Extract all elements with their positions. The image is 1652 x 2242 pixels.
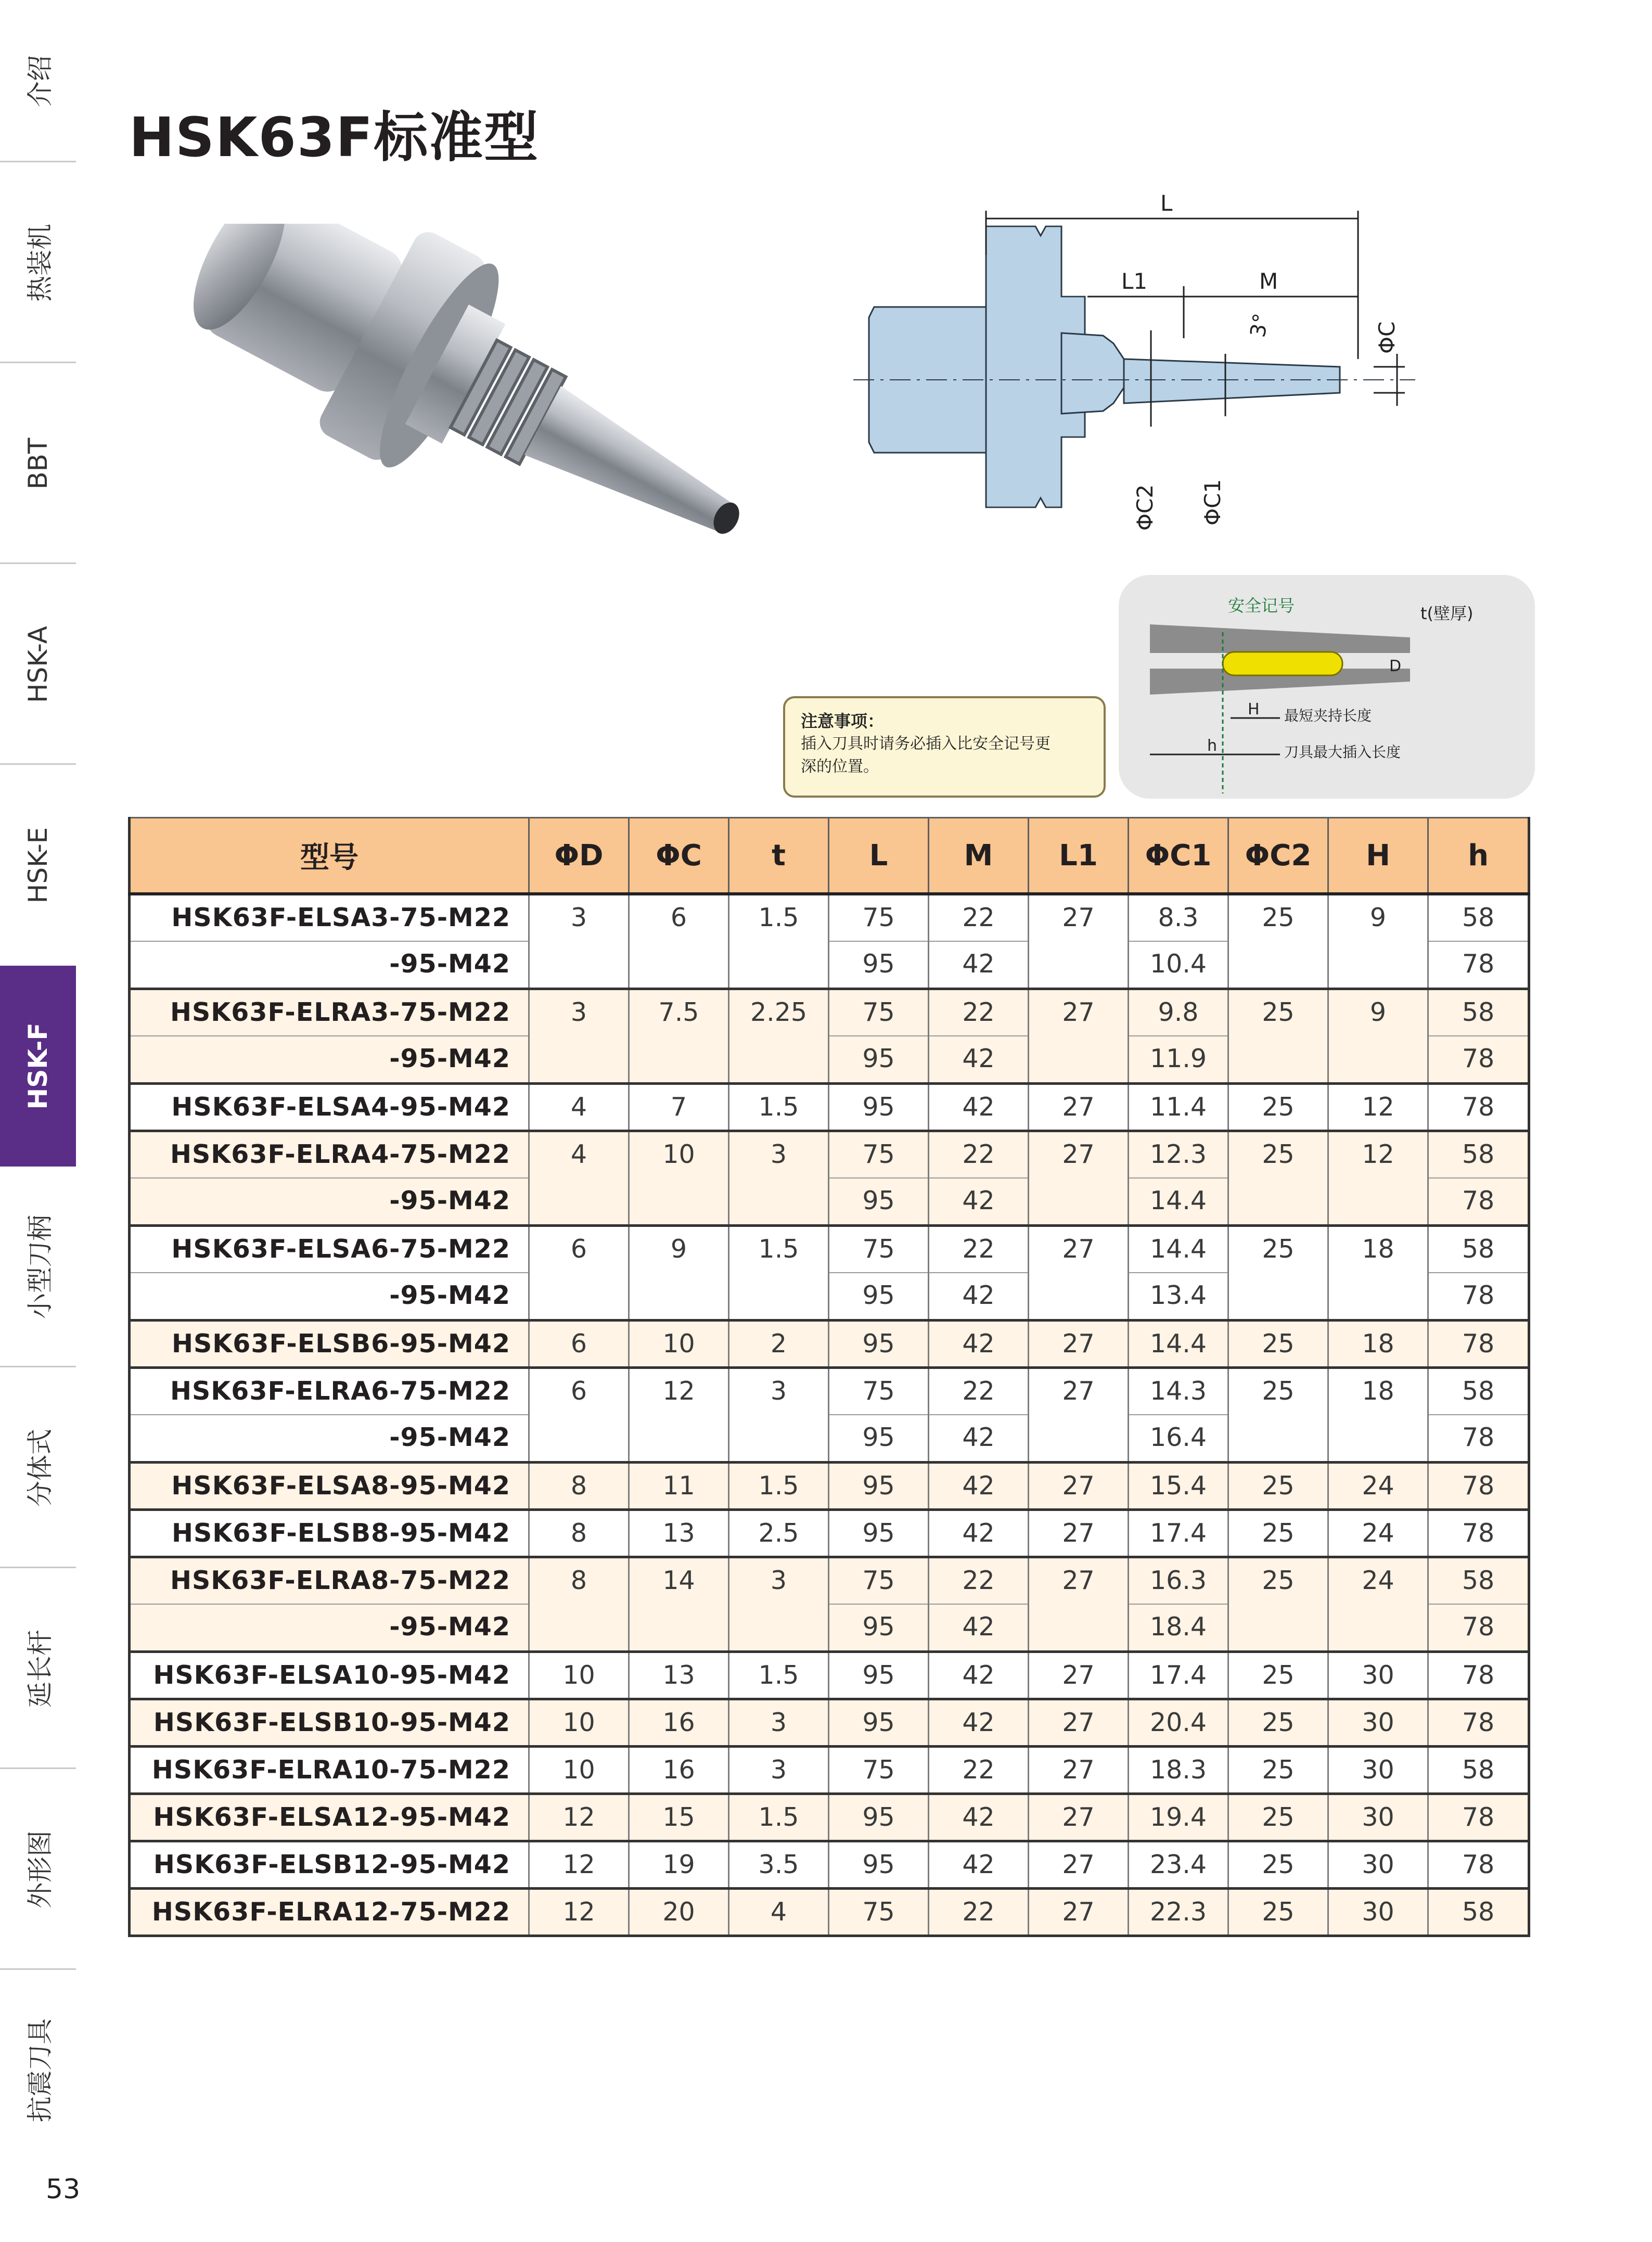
phiD-cell: 3	[529, 894, 629, 989]
phiC2-cell: 25	[1228, 1462, 1328, 1509]
phiC-cell: 6	[629, 894, 729, 989]
model-cell: -95-M42	[130, 1036, 529, 1083]
model-cell: HSK63F-ELRA12-75-M22	[130, 1888, 529, 1936]
nav-label: HSK-A	[23, 625, 53, 703]
model-cell: HSK63F-ELSA10-95-M42	[130, 1651, 529, 1699]
nav-item-intro[interactable]	[0, 0, 76, 162]
model-cell: HSK63F-ELRA3-75-M22	[130, 989, 529, 1036]
t-cell: 1.5	[729, 894, 829, 989]
L1-cell: 27	[1029, 894, 1129, 989]
L-cell: 75	[829, 894, 929, 941]
col-H: H	[1328, 818, 1428, 894]
M-cell: 22	[929, 1557, 1029, 1604]
nav-item-extension[interactable]	[0, 1568, 76, 1769]
L1-cell: 27	[1029, 1793, 1129, 1841]
H-cell: 18	[1328, 1367, 1428, 1462]
phiC-cell: 10	[629, 1131, 729, 1225]
model-cell: HSK63F-ELRA4-75-M22	[130, 1131, 529, 1178]
col-model: 型号	[130, 818, 529, 894]
t-cell: 4	[729, 1888, 829, 1936]
t-cell: 3	[729, 1131, 829, 1225]
phiC1-cell: 16.4	[1129, 1415, 1228, 1462]
phiC1-cell: 23.4	[1129, 1841, 1228, 1888]
H-cell: 18	[1328, 1320, 1428, 1367]
table-row	[130, 1320, 1529, 1367]
h-cell: 78	[1428, 1793, 1529, 1841]
L1-cell: 27	[1029, 1367, 1129, 1462]
L-cell: 75	[829, 1131, 929, 1178]
phiC2-cell: 25	[1228, 1320, 1328, 1367]
h-cell: 78	[1428, 1036, 1529, 1083]
t-cell: 2	[729, 1320, 829, 1367]
phiD-cell: 4	[529, 1083, 629, 1131]
phiC2-cell: 25	[1228, 1841, 1328, 1888]
dim-angle: 3°	[1246, 311, 1274, 339]
L-cell: 95	[829, 1273, 929, 1320]
L-cell: 95	[829, 1178, 929, 1225]
phiC-cell: 9	[629, 1225, 729, 1320]
M-cell: 22	[929, 1367, 1029, 1415]
model-cell: HSK63F-ELSA4-95-M42	[130, 1083, 529, 1131]
table-row	[130, 1131, 1529, 1178]
phiC2-cell: 25	[1228, 1367, 1328, 1462]
phiC2-cell: 25	[1228, 1509, 1328, 1557]
phiC2-cell: 25	[1228, 894, 1328, 989]
table-row	[130, 1509, 1529, 1557]
nav-label: 延长杆	[25, 1630, 55, 1708]
nav-item-small-holder[interactable]	[0, 1167, 76, 1367]
nav-item-hsk-a[interactable]	[0, 564, 76, 765]
page-title: HSK63F标准型	[129, 106, 540, 169]
phiC1-cell: 16.3	[1129, 1557, 1228, 1604]
phiD-cell: 8	[529, 1509, 629, 1557]
h-cell: 78	[1428, 1273, 1529, 1320]
safety-mark-label: 安全记号	[1228, 596, 1295, 616]
L-cell: 95	[829, 1415, 929, 1462]
L1-cell: 27	[1029, 1746, 1129, 1793]
t-cell: 1.5	[729, 1651, 829, 1699]
max-insert-label: 刀具最大插入长度	[1284, 744, 1401, 761]
phiD-cell: 3	[529, 989, 629, 1083]
L-cell: 75	[829, 989, 929, 1036]
phiC2-cell: 25	[1228, 989, 1328, 1083]
M-cell: 42	[929, 941, 1029, 989]
nav-item-bbt[interactable]	[0, 363, 76, 564]
nav-label: 外形图	[25, 1830, 55, 1908]
M-cell: 42	[929, 1415, 1029, 1462]
phiD-cell: 10	[529, 1746, 629, 1793]
H-cell: 30	[1328, 1651, 1428, 1699]
H-cell: 12	[1328, 1131, 1428, 1225]
H-cell: 30	[1328, 1841, 1428, 1888]
phiC-cell: 19	[629, 1841, 729, 1888]
phiC1-cell: 18.4	[1129, 1604, 1228, 1651]
col-phiC2: ΦC2	[1228, 818, 1328, 894]
table-row	[130, 1651, 1529, 1699]
h-cell: 78	[1428, 1604, 1529, 1651]
M-cell: 42	[929, 1509, 1029, 1557]
phiC-cell: 14	[629, 1557, 729, 1651]
h-cell: 78	[1428, 1651, 1529, 1699]
page-number: 53	[46, 2174, 81, 2205]
phiC-cell: 12	[629, 1367, 729, 1462]
nav-item-hsk-f[interactable]	[0, 966, 76, 1167]
nav-item-anti-vibration[interactable]	[0, 1970, 76, 2171]
phiC1-cell: 22.3	[1129, 1888, 1228, 1936]
t-cell: 2.25	[729, 989, 829, 1083]
phiD-cell: 12	[529, 1888, 629, 1936]
L1-cell: 27	[1029, 1699, 1129, 1746]
table-row	[130, 1793, 1529, 1841]
t-cell: 3	[729, 1557, 829, 1651]
phiC-cell: 20	[629, 1888, 729, 1936]
col-phiD: ΦD	[529, 818, 629, 894]
L1-cell: 27	[1029, 1841, 1129, 1888]
col-phiC: ΦC	[629, 818, 729, 894]
L1-cell: 27	[1029, 989, 1129, 1083]
model-cell: HSK63F-ELSA6-75-M22	[130, 1225, 529, 1273]
M-cell: 22	[929, 1225, 1029, 1273]
phiC1-cell: 9.8	[1129, 989, 1228, 1036]
model-cell: HSK63F-ELRA8-75-M22	[130, 1557, 529, 1604]
model-cell: HSK63F-ELSB8-95-M42	[130, 1509, 529, 1557]
phiC1-cell: 17.4	[1129, 1651, 1228, 1699]
t-cell: 3	[729, 1746, 829, 1793]
h-cell: 58	[1428, 989, 1529, 1036]
nav-item-split-type[interactable]	[0, 1367, 76, 1568]
phiC-cell: 13	[629, 1509, 729, 1557]
table-row	[130, 1367, 1529, 1415]
phiD-cell: 4	[529, 1131, 629, 1225]
model-cell: -95-M42	[130, 1273, 529, 1320]
L-cell: 95	[829, 1320, 929, 1367]
L-cell: 95	[829, 1083, 929, 1131]
M-cell: 22	[929, 894, 1029, 941]
t-cell: 3	[729, 1367, 829, 1462]
L1-cell: 27	[1029, 1651, 1129, 1699]
phiC1-cell: 14.4	[1129, 1320, 1228, 1367]
L1-cell: 27	[1029, 1462, 1129, 1509]
col-M: M	[929, 818, 1029, 894]
L-cell: 75	[829, 1888, 929, 1936]
note-line-2: 深的位置。	[801, 758, 879, 776]
h-cell: 78	[1428, 1178, 1529, 1225]
nav-item-hsk-e[interactable]	[0, 765, 76, 966]
L1-cell: 27	[1029, 1888, 1129, 1936]
H-cell: 9	[1328, 894, 1428, 989]
nav-label: 热装机	[25, 224, 55, 302]
insertion-detail	[1119, 575, 1535, 799]
H-cell: 12	[1328, 1083, 1428, 1131]
table-row	[130, 1557, 1529, 1604]
col-L1: L1	[1029, 818, 1129, 894]
M-cell: 22	[929, 1746, 1029, 1793]
detail-h: h	[1207, 737, 1218, 755]
H-cell: 9	[1328, 989, 1428, 1083]
h-cell: 78	[1428, 1462, 1529, 1509]
nav-item-outline[interactable]	[0, 1769, 76, 1970]
phiC2-cell: 25	[1228, 1746, 1328, 1793]
model-cell: -95-M42	[130, 1178, 529, 1225]
h-cell: 78	[1428, 1509, 1529, 1557]
t-cell: 1.5	[729, 1793, 829, 1841]
phiD-cell: 8	[529, 1462, 629, 1509]
table-row	[130, 1888, 1529, 1936]
model-cell: HSK63F-ELSB12-95-M42	[130, 1841, 529, 1888]
table-row	[130, 1841, 1529, 1888]
t-cell: 1.5	[729, 1083, 829, 1131]
dim-phiC2: ΦC2	[1132, 484, 1158, 531]
L-cell: 95	[829, 1509, 929, 1557]
side-nav	[0, 0, 76, 2185]
wall-thickness-label: t(壁厚)	[1420, 604, 1474, 623]
model-cell: HSK63F-ELSA8-95-M42	[130, 1462, 529, 1509]
nav-label: HSK-E	[23, 827, 53, 904]
phiC1-cell: 14.4	[1129, 1178, 1228, 1225]
table-row	[130, 894, 1529, 941]
model-cell: HSK63F-ELRA6-75-M22	[130, 1367, 529, 1415]
phiC2-cell: 25	[1228, 1793, 1328, 1841]
phiC-cell: 10	[629, 1320, 729, 1367]
phiC1-cell: 15.4	[1129, 1462, 1228, 1509]
model-cell: HSK63F-ELSA3-75-M22	[130, 894, 529, 941]
t-cell: 2.5	[729, 1509, 829, 1557]
phiC1-cell: 12.3	[1129, 1131, 1228, 1178]
h-cell: 58	[1428, 894, 1529, 941]
phiD-cell: 12	[529, 1841, 629, 1888]
table-header-row	[130, 818, 1529, 894]
H-cell: 30	[1328, 1888, 1428, 1936]
M-cell: 42	[929, 1651, 1029, 1699]
M-cell: 22	[929, 1888, 1029, 1936]
note-line-1: 插入刀具时请务必插入比安全记号更	[801, 735, 1051, 753]
phiC2-cell: 25	[1228, 1699, 1328, 1746]
phiC2-cell: 25	[1228, 1225, 1328, 1320]
h-cell: 78	[1428, 1841, 1529, 1888]
h-cell: 58	[1428, 1225, 1529, 1273]
h-cell: 58	[1428, 1746, 1529, 1793]
phiC-cell: 16	[629, 1699, 729, 1746]
t-cell: 3.5	[729, 1841, 829, 1888]
col-t: t	[729, 818, 829, 894]
table-row	[130, 1746, 1529, 1793]
phiC2-cell: 25	[1228, 1557, 1328, 1651]
phiC2-cell: 25	[1228, 1083, 1328, 1131]
dim-L1: L1	[1121, 268, 1148, 294]
t-cell: 1.5	[729, 1225, 829, 1320]
phiC1-cell: 8.3	[1129, 894, 1228, 941]
model-cell: -95-M42	[130, 941, 529, 989]
phiC1-cell: 18.3	[1129, 1746, 1228, 1793]
phiC1-cell: 13.4	[1129, 1273, 1228, 1320]
h-cell: 78	[1428, 1320, 1529, 1367]
table-row	[130, 1462, 1529, 1509]
h-cell: 78	[1428, 1699, 1529, 1746]
phiC-cell: 7	[629, 1083, 729, 1131]
H-cell: 30	[1328, 1793, 1428, 1841]
nav-label: 分体式	[25, 1429, 55, 1507]
L-cell: 95	[829, 1651, 929, 1699]
H-cell: 24	[1328, 1557, 1428, 1651]
L-cell: 75	[829, 1225, 929, 1273]
phiC2-cell: 25	[1228, 1651, 1328, 1699]
L1-cell: 27	[1029, 1320, 1129, 1367]
model-cell: HSK63F-ELSB6-95-M42	[130, 1320, 529, 1367]
model-cell: HSK63F-ELSB10-95-M42	[130, 1699, 529, 1746]
L-cell: 95	[829, 1793, 929, 1841]
phiC1-cell: 14.4	[1129, 1225, 1228, 1273]
H-cell: 30	[1328, 1699, 1428, 1746]
L1-cell: 27	[1029, 1225, 1129, 1320]
M-cell: 42	[929, 1604, 1029, 1651]
t-cell: 3	[729, 1699, 829, 1746]
phiD-cell: 6	[529, 1225, 629, 1320]
L-cell: 75	[829, 1367, 929, 1415]
H-cell: 30	[1328, 1746, 1428, 1793]
col-L: L	[829, 818, 929, 894]
L-cell: 95	[829, 941, 929, 989]
tool-holder-photo	[172, 224, 827, 671]
M-cell: 42	[929, 1036, 1029, 1083]
nav-label: BBT	[23, 438, 53, 490]
detail-D: D	[1389, 657, 1402, 675]
nav-label: 小型刀柄	[25, 1215, 55, 1319]
M-cell: 42	[929, 1083, 1029, 1131]
min-clamp-label: 最短夹持长度	[1284, 707, 1372, 724]
model-cell: -95-M42	[130, 1604, 529, 1651]
L-cell: 95	[829, 1841, 929, 1888]
L1-cell: 27	[1029, 1083, 1129, 1131]
model-cell: HSK63F-ELSA12-95-M42	[130, 1793, 529, 1841]
t-cell: 1.5	[729, 1462, 829, 1509]
table-row	[130, 989, 1529, 1036]
caution-note	[783, 696, 1106, 798]
H-cell: 18	[1328, 1225, 1428, 1320]
phiC1-cell: 11.4	[1129, 1083, 1228, 1131]
dim-phiC1: ΦC1	[1200, 479, 1225, 526]
L-cell: 95	[829, 1604, 929, 1651]
H-cell: 24	[1328, 1509, 1428, 1557]
h-cell: 78	[1428, 1083, 1529, 1131]
nav-item-shrink-machine[interactable]	[0, 162, 76, 363]
L1-cell: 27	[1029, 1557, 1129, 1651]
M-cell: 42	[929, 1273, 1029, 1320]
M-cell: 42	[929, 1793, 1029, 1841]
phiD-cell: 10	[529, 1651, 629, 1699]
detail-H: H	[1248, 700, 1260, 719]
M-cell: 42	[929, 1699, 1029, 1746]
dim-phiC: ΦC	[1374, 321, 1400, 354]
phiC1-cell: 11.9	[1129, 1036, 1228, 1083]
phiC-cell: 11	[629, 1462, 729, 1509]
H-cell: 24	[1328, 1462, 1428, 1509]
L-cell: 75	[829, 1746, 929, 1793]
table-row	[130, 1083, 1529, 1131]
M-cell: 42	[929, 1462, 1029, 1509]
h-cell: 58	[1428, 1888, 1529, 1936]
phiD-cell: 6	[529, 1367, 629, 1462]
L-cell: 95	[829, 1462, 929, 1509]
nav-label: HSK-F	[23, 1022, 53, 1110]
phiC-cell: 16	[629, 1746, 729, 1793]
dim-M: M	[1259, 268, 1278, 294]
col-h: h	[1428, 818, 1529, 894]
M-cell: 22	[929, 989, 1029, 1036]
phiC-cell: 13	[629, 1651, 729, 1699]
table-row	[130, 1225, 1529, 1273]
phiD-cell: 8	[529, 1557, 629, 1651]
phiC2-cell: 25	[1228, 1131, 1328, 1225]
phiC2-cell: 25	[1228, 1888, 1328, 1936]
spec-table	[128, 817, 1530, 1937]
L1-cell: 27	[1029, 1131, 1129, 1225]
phiC-cell: 7.5	[629, 989, 729, 1083]
L1-cell: 27	[1029, 1509, 1129, 1557]
h-cell: 78	[1428, 1415, 1529, 1462]
phiC1-cell: 20.4	[1129, 1699, 1228, 1746]
phiC1-cell: 17.4	[1129, 1509, 1228, 1557]
L-cell: 75	[829, 1557, 929, 1604]
note-title: 注意事项：	[801, 711, 885, 731]
model-cell: HSK63F-ELRA10-75-M22	[130, 1746, 529, 1793]
nav-label: 抗震刀具	[25, 2018, 55, 2122]
table-row	[130, 1699, 1529, 1746]
dim-L: L	[1160, 190, 1173, 216]
phiD-cell: 12	[529, 1793, 629, 1841]
L-cell: 95	[829, 1036, 929, 1083]
h-cell: 58	[1428, 1131, 1529, 1178]
phiC1-cell: 19.4	[1129, 1793, 1228, 1841]
phiC1-cell: 10.4	[1129, 941, 1228, 989]
phiD-cell: 10	[529, 1699, 629, 1746]
phiC1-cell: 14.3	[1129, 1367, 1228, 1415]
phiC-cell: 15	[629, 1793, 729, 1841]
M-cell: 42	[929, 1178, 1029, 1225]
phiD-cell: 6	[529, 1320, 629, 1367]
M-cell: 22	[929, 1131, 1029, 1178]
M-cell: 42	[929, 1320, 1029, 1367]
dimension-drawing	[833, 182, 1452, 557]
h-cell: 58	[1428, 1557, 1529, 1604]
model-cell: -95-M42	[130, 1415, 529, 1462]
col-phiC1: ΦC1	[1129, 818, 1228, 894]
M-cell: 42	[929, 1841, 1029, 1888]
nav-label: 介绍	[25, 55, 55, 107]
h-cell: 78	[1428, 941, 1529, 989]
h-cell: 58	[1428, 1367, 1529, 1415]
L-cell: 95	[829, 1699, 929, 1746]
